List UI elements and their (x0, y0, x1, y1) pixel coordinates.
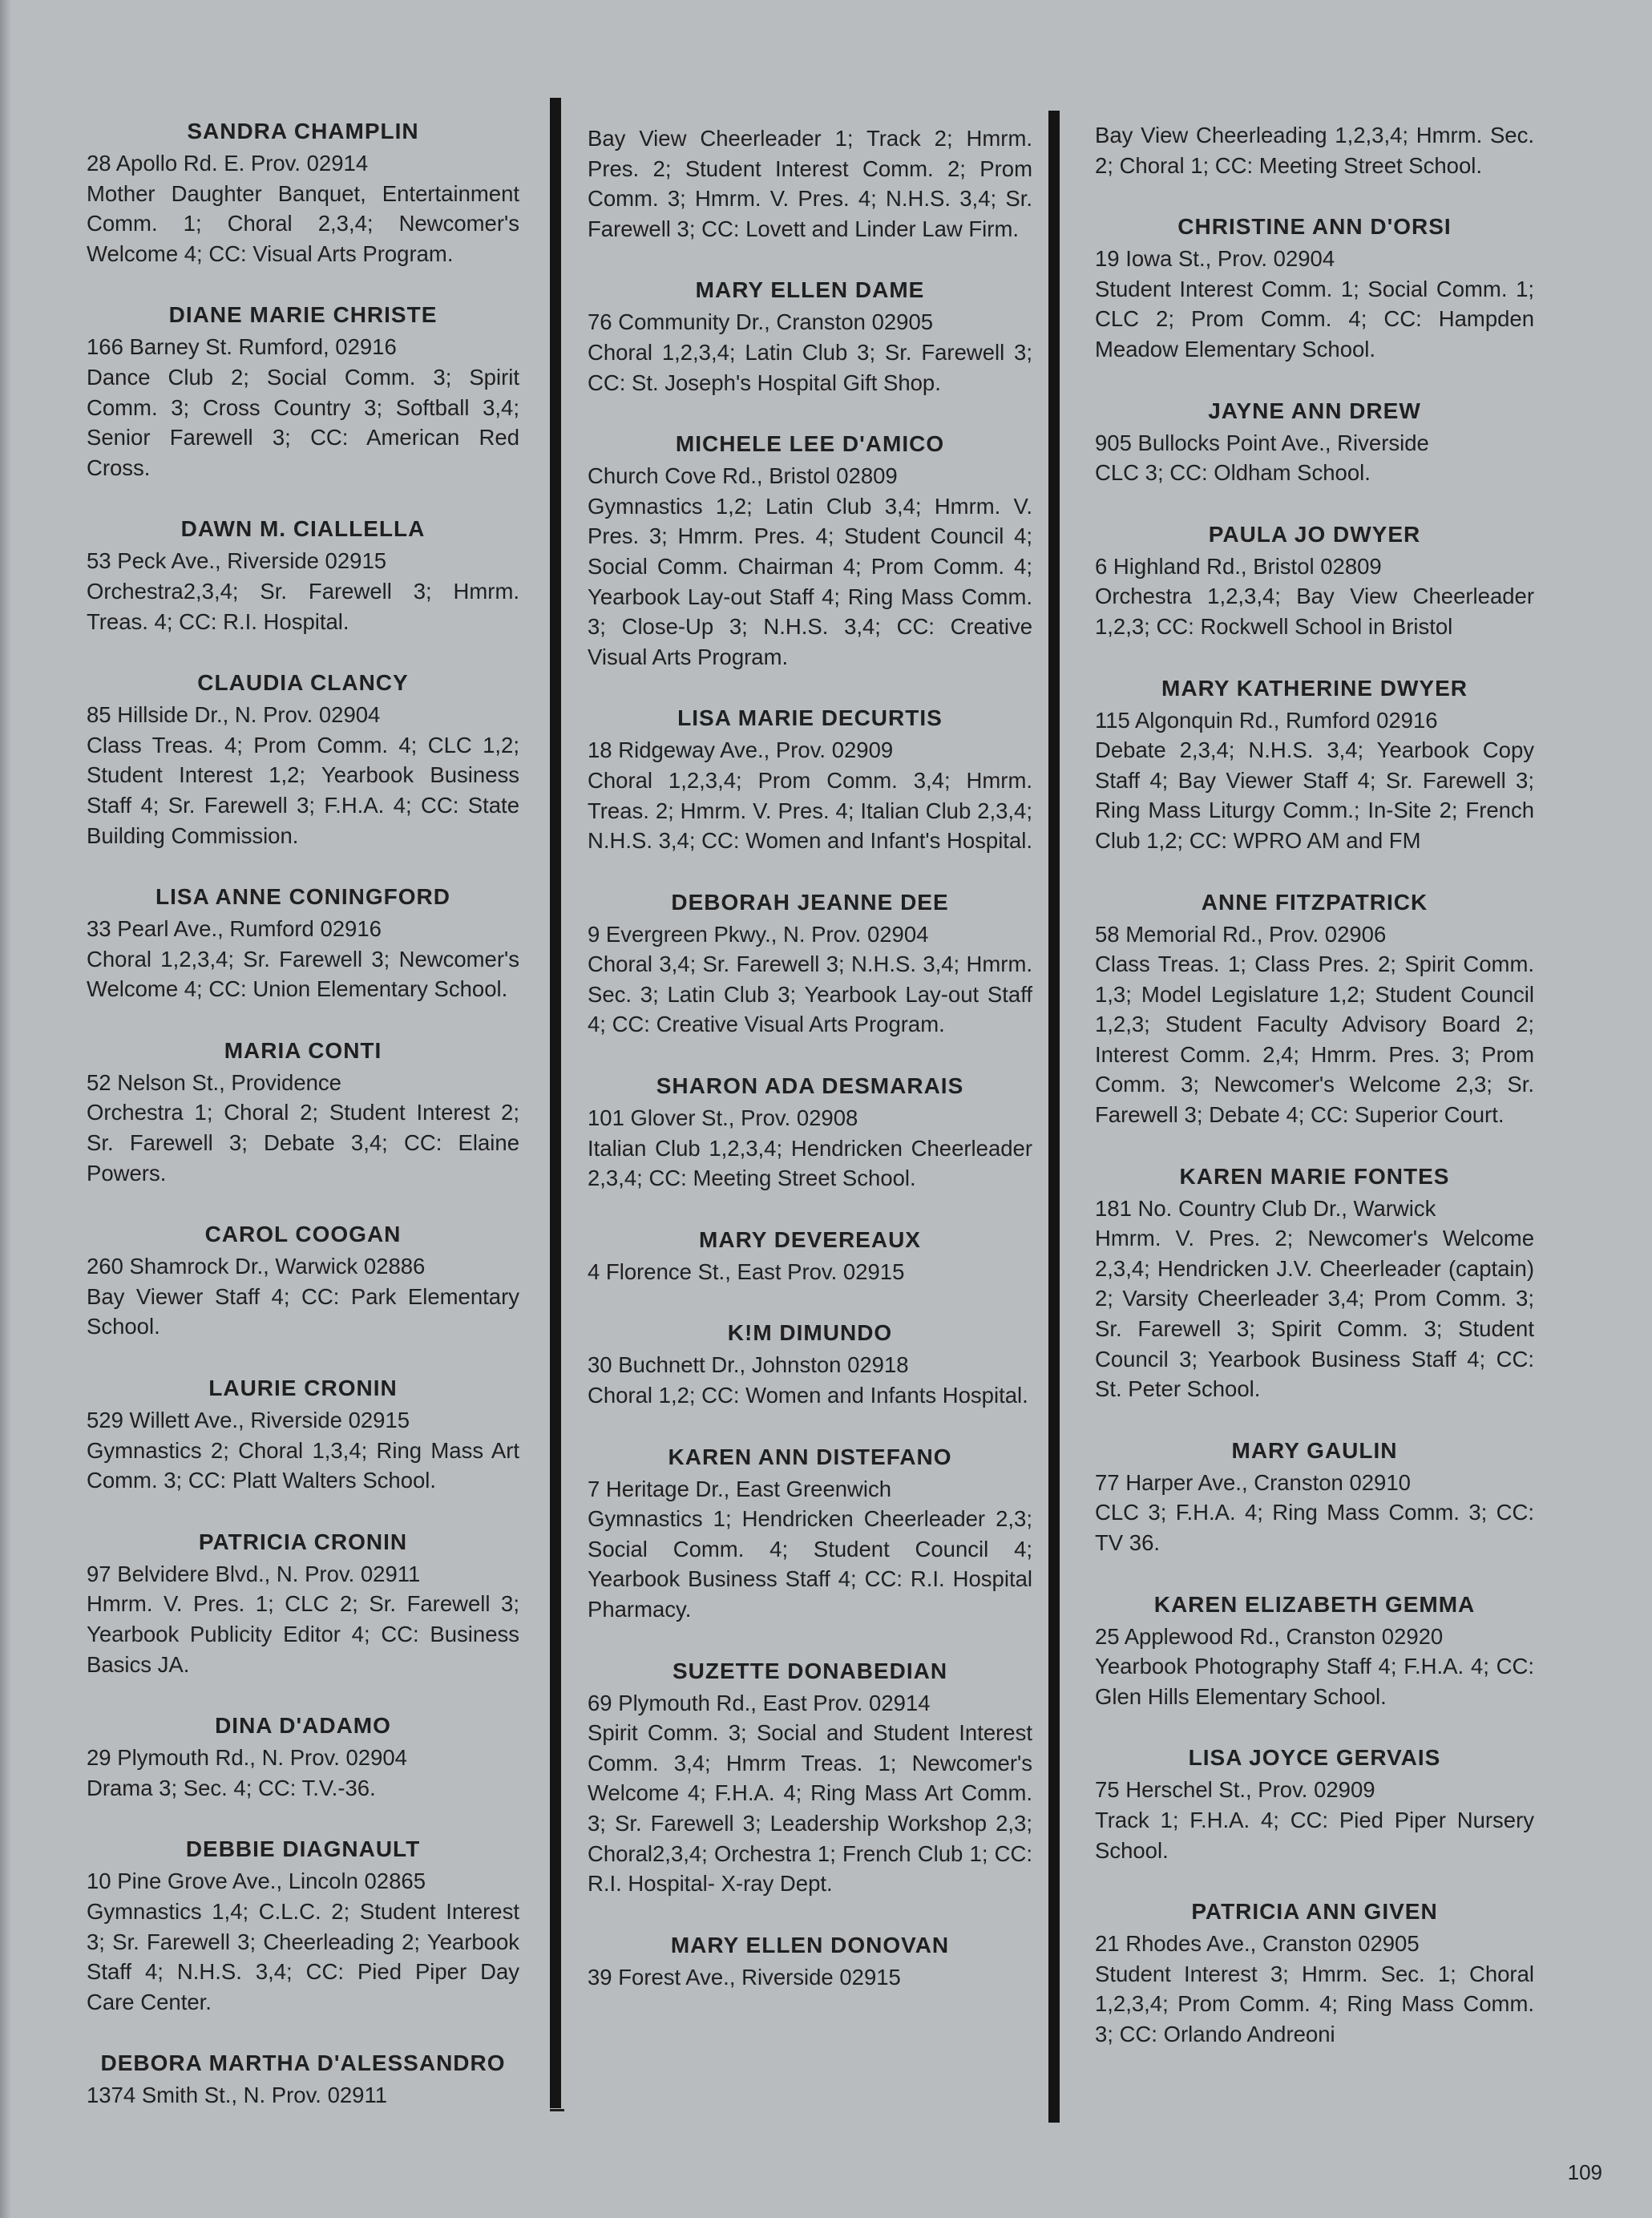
student-activities: Orchestra 1; Choral 2; Student Interest 2; Sr. Farewell 3; Debate 3,4; CC: Elaine Powers. (87, 1100, 519, 1186)
student-activities: Choral 1,2,3,4; Latin Club 3; Sr. Farewell 3; CC: St. Joseph's Hospital Gift Shop. (588, 339, 1032, 395)
senior-entry (588, 1656, 1032, 1899)
student-address: 76 Community Dr., Cranston 02905 (588, 309, 934, 335)
student-activities: Choral 1,2,3,4; Sr. Farewell 3; Newcomer's Welcome 4; CC: Union Elementary School. (87, 946, 519, 1002)
column-3 (1095, 117, 1534, 2081)
senior-entry (588, 275, 1032, 398)
student-address: 77 Harper Ave., Cranston 02910 (1095, 1469, 1411, 1495)
student-activities: Mother Daughter Banquet, Entertainment Comm. 1; Choral 2,3,4; Newcomer's Welcome 4; CC: Visual Arts Program. (87, 180, 519, 266)
senior-entry (1095, 396, 1534, 488)
student-activities: Student Interest 3; Hmrm. Sec. 1; Choral 1,2,3,4; Prom Comm. 4; Ring Mass Comm. 3; CC: Orlando Andreoni (1095, 1961, 1534, 2046)
student-activities: Italian Club 1,2,3,4; Hendricken Cheerleader 2,3,4; CC: Meeting Street School. (588, 1135, 1032, 1191)
student-activities: Hmrm. V. Pres. 1; CLC 2; Sr. Farewell 3; Yearbook Publicity Editor 4; CC: Business Basics JA. (87, 1591, 519, 1677)
student-activities: Bay View Cheerleader 1; Track 2; Hmrm. Pres. 2; Student Interest Comm. 2; Prom Comm. 3; Hmrm. V. Pres. 4; N.H.S. 3,4; Sr. Farewell 3; CC: Lovett and Linder Law Firm. (588, 126, 1032, 241)
senior-entry (1095, 519, 1534, 642)
senior-entry (87, 1527, 519, 1679)
student-name: SUZETTE DONABEDIAN (672, 1658, 948, 1683)
senior-entry (87, 2048, 519, 2111)
student-name: MARY DEVEREAUX (699, 1226, 921, 1252)
student-name: CLAUDIA CLANCY (197, 670, 409, 696)
student-activities: Dance Club 2; Social Comm. 3; Spirit Comm. 3; Cross Country 3; Softball 3,4; Senior Farewell 3; CC: American Red Cross. (87, 364, 519, 480)
senior-entry (87, 1711, 519, 1803)
senior-entry (1095, 120, 1534, 180)
student-activities: Class Treas. 1; Class Pres. 2; Spirit Comm. 1,3; Model Legislature 1,2; Student Council 1,2,3; Student Faculty Advisory Board 2; Interest Comm. 2,4; Hmrm. Pres. 3; Prom Comm. 3; Newcomer's Welcome 2,3; Sr. Farewell 3; Debate 4; CC: Superior Court. (1095, 951, 1534, 1128)
student-name: DEBBIE DIAGNAULT (185, 1836, 421, 1862)
student-address: 29 Plymouth Rd., N. Prov. 02904 (87, 1745, 407, 1771)
student-address: 1374 Smith St., N. Prov. 02911 (87, 2083, 388, 2108)
student-activities: Orchestra2,3,4; Sr. Farewell 3; Hmrm. Treas. 4; CC: R.I. Hospital. (87, 578, 519, 634)
student-address: 166 Barney St. Rumford, 02916 (87, 334, 397, 360)
student-activities: Track 1; F.H.A. 4; CC: Pied Piper Nursery School. (1095, 1807, 1534, 1863)
student-name: CHRISTINE ANN D'ORSI (1177, 214, 1452, 240)
senior-entry (588, 1442, 1032, 1625)
senior-entry (87, 668, 519, 850)
student-activities: Choral 1,2,3,4; Prom Comm. 3,4; Hmrm. Treas. 2; Hmrm. V. Pres. 4; Italian Club 2,3,4; N.H.S. 3,4; CC: Women and Infant's Hospital. (588, 767, 1032, 854)
student-address: 53 Peck Ave., Riverside 02915 (87, 548, 387, 574)
student-address: 28 Apollo Rd. E. Prov. 02914 (87, 151, 369, 176)
student-activities: Orchestra 1,2,3,4; Bay View Cheerleader 1,2,3; CC: Rockwell School in Bristol (1095, 584, 1534, 639)
student-name: K!M DIMUNDO (727, 1320, 893, 1346)
senior-entry (588, 123, 1032, 244)
student-name: KAREN ANN DISTEFANO (668, 1444, 952, 1469)
senior-entry (1095, 673, 1534, 856)
student-address: 181 No. Country Club Dr., Warwick (1095, 1195, 1436, 1221)
page-edge (0, 0, 11, 2218)
student-address: 19 Iowa St., Prov. 02904 (1095, 246, 1335, 272)
student-address: 69 Plymouth Rd., East Prov. 02914 (588, 1690, 931, 1715)
student-name: SANDRA CHAMPLIN (187, 119, 419, 143)
student-activities: Gymnastics 1; Hendricken Cheerleader 2,3; Social Comm. 4; Student Council 4; Yearbook Business Staff 4; CC: R.I. Hospital Pharmacy. (588, 1506, 1032, 1622)
student-activities: Choral 1,2; CC: Women and Infants Hospital. (588, 1383, 1028, 1408)
student-address: 7 Heritage Dr., East Greenwich (588, 1476, 892, 1501)
senior-entry (588, 1071, 1032, 1194)
student-address: 529 Willett Ave., Riverside 02915 (87, 1408, 410, 1433)
student-address: 33 Pearl Ave., Rumford 02916 (87, 916, 382, 942)
senior-entry (1095, 212, 1534, 364)
student-activities: Choral 3,4; Sr. Farewell 3; N.H.S. 3,4; Hmrm. Sec. 3; Latin Club 3; Yearbook Lay-out Staff 4; CC: Creative Visual Arts Program. (588, 951, 1032, 1037)
student-name: MARY ELLEN DAME (695, 277, 925, 303)
crop-mark (550, 2109, 564, 2111)
senior-entry (87, 1036, 519, 1188)
senior-entry (1095, 1162, 1534, 1404)
senior-entry (588, 429, 1032, 672)
student-name: JAYNE ANN DREW (1208, 398, 1421, 423)
student-name: LAURIE CRONIN (208, 1376, 398, 1401)
student-address: Church Cove Rd., Bristol 02809 (588, 463, 898, 489)
student-name: SHARON ADA DESMARAIS (656, 1073, 964, 1099)
senior-entry (588, 1930, 1032, 1993)
student-address: 58 Memorial Rd., Prov. 02906 (1095, 921, 1387, 947)
student-address: 30 Buchnett Dr., Johnston 02918 (588, 1352, 909, 1378)
student-activities: Bay Viewer Staff 4; CC: Park Elementary School. (87, 1283, 519, 1339)
student-address: 4 Florence St., East Prov. 02915 (588, 1258, 905, 1284)
student-name: LISA MARIE DECURTIS (677, 705, 943, 731)
senior-entry (588, 1318, 1032, 1410)
senior-entry (1095, 1436, 1534, 1558)
student-activities: Gymnastics 2; Choral 1,3,4; Ring Mass Art Comm. 3; CC: Platt Walters School. (87, 1437, 519, 1493)
student-name: PATRICIA CRONIN (198, 1529, 408, 1554)
student-activities: Spirit Comm. 3; Social and Student Interest Comm. 3,4; Hmrm Treas. 1; Newcomer's Welcome 4; F.H.A. 4; Ring Mass Art Comm. 3; Sr. Farewell 3; Leadership Workshop 2,3; Choral2,3,4; Orchestra 1; French Club 1; CC: R.I. Hospital- X-ray Dept. (588, 1720, 1032, 1897)
senior-entry (87, 1834, 519, 2017)
senior-entry (87, 300, 519, 483)
senior-entry (588, 887, 1032, 1040)
senior-entry (1095, 1897, 1534, 2049)
student-name: KAREN ELIZABETH GEMMA (1153, 1591, 1476, 1617)
student-activities: Bay View Cheerleading 1,2,3,4; Hmrm. Sec. 2; Choral 1; CC: Meeting Street School. (1095, 123, 1534, 178)
student-activities: Hmrm. V. Pres. 2; Newcomer's Welcome 2,3,4; Hendricken J.V. Cheerleader (captain) 2; Varsity Cheerleader 3,4; Prom Comm. 3; Sr. Farewell 3; Spirit Comm. 3; Student Council 3; Yearbook Business Staff 4; CC: St. Peter School. (1095, 1226, 1534, 1402)
student-name: DEBORAH JEANNE DEE (671, 889, 949, 915)
senior-entry (87, 1373, 519, 1496)
student-address: 75 Herschel St., Prov. 02909 (1095, 1777, 1375, 1803)
student-name: DEBORA MARTHA D'ALESSANDRO (100, 2050, 506, 2076)
student-name: MARY ELLEN DONOVAN (670, 1932, 950, 1957)
student-name: PATRICIA ANN GIVEN (1191, 1899, 1438, 1925)
senior-entry (87, 514, 519, 636)
senior-entry (87, 1219, 519, 1342)
column-1 (87, 116, 519, 2142)
student-address: 21 Rhodes Ave., Cranston 02905 (1095, 1931, 1420, 1957)
student-address: 6 Highland Rd., Bristol 02809 (1095, 553, 1382, 579)
student-address: 260 Shamrock Dr., Warwick 02886 (87, 1254, 426, 1279)
student-name: ANNE FITZPATRICK (1201, 889, 1428, 915)
student-activities: CLC 3; F.H.A. 4; Ring Mass Comm. 3; CC: TV 36. (1095, 1500, 1534, 1555)
senior-entry (1095, 887, 1534, 1130)
student-address: 52 Nelson St., Providence (87, 1069, 341, 1095)
student-activities: Gymnastics 1,4; C.L.C. 2; Student Interest 3; Sr. Farewell 3; Cheerleading 2; Yearbook Staff 4; N.H.S. 3,4; CC: Pied Piper Day Care Center. (87, 1898, 519, 2014)
student-address: 10 Pine Grove Ave., Lincoln 02865 (87, 1869, 426, 1894)
student-name: DAWN M. CIALLELLA (180, 516, 426, 542)
student-activities: Student Interest Comm. 1; Social Comm. 1; CLC 2; Prom Comm. 4; CC: Hampden Meadow Elementary School. (1095, 276, 1534, 362)
page-number: 109 (1567, 2160, 1602, 2184)
student-name: MARY GAULIN (1231, 1437, 1398, 1463)
student-address: 905 Bullocks Point Ave., Riverside (1095, 430, 1429, 455)
student-activities: Gymnastics 1,2; Latin Club 3,4; Hmrm. V. Pres. 3; Hmrm. Pres. 4; Student Council 4; Social Comm. Chairman 4; Prom Comm. 4; Yearbook Lay-out Staff 4; Ring Mass Comm. 3; Close-Up 3; N.H.S. 3,4; CC: Creative Visual Arts Program. (588, 493, 1032, 669)
senior-entry (588, 703, 1032, 855)
senior-entry (87, 116, 519, 269)
student-address: 101 Glover St., Prov. 02908 (588, 1105, 858, 1131)
student-activities: CLC 3; CC: Oldham School. (1095, 460, 1371, 486)
student-name: PAULA JO DWYER (1208, 521, 1421, 547)
student-name: DINA D'ADAMO (215, 1713, 391, 1739)
senior-entry (1095, 1743, 1534, 1865)
column-divider-2 (1048, 111, 1060, 2123)
student-activities: Class Treas. 4; Prom Comm. 4; CLC 1,2; Student Interest 1,2; Yearbook Business Staff 4; Sr. Farewell 3; F.H.A. 4; CC: State Building Commission. (87, 732, 519, 848)
student-name: MARIA CONTI (224, 1037, 382, 1063)
student-name: LISA JOYCE GERVAIS (1188, 1745, 1441, 1771)
student-name: CAROL COOGAN (204, 1222, 402, 1247)
student-name: DIANE MARIE CHRISTE (168, 302, 438, 328)
student-name: MICHELE LEE D'AMICO (675, 431, 945, 457)
student-address: 9 Evergreen Pkwy., N. Prov. 02904 (588, 921, 929, 947)
senior-entry (87, 882, 519, 1004)
student-address: 97 Belvidere Blvd., N. Prov. 02911 (87, 1561, 421, 1586)
student-address: 85 Hillside Dr., N. Prov. 02904 (87, 702, 381, 728)
student-name: KAREN MARIE FONTES (1179, 1163, 1450, 1189)
student-activities: Drama 3; Sec. 4; CC: T.V.-36. (87, 1775, 376, 1800)
student-address: 39 Forest Ave., Riverside 02915 (588, 1964, 901, 1990)
student-name: MARY KATHERINE DWYER (1161, 675, 1468, 701)
student-name: LISA ANNE CONINGFORD (156, 884, 450, 910)
student-activities: Yearbook Photography Staff 4; F.H.A. 4; CC: Glen Hills Elementary School. (1095, 1654, 1534, 1709)
senior-entry (1095, 1590, 1534, 1712)
student-address: 25 Applewood Rd., Cranston 02920 (1095, 1623, 1444, 1649)
student-activities: Debate 2,3,4; N.H.S. 3,4; Yearbook Copy Staff 4; Bay Viewer Staff 4; Sr. Farewell 3; Ring Mass Liturgy Comm.; In-Site 2; French Club 1,2; CC: WPRO AM and FM (1095, 737, 1534, 853)
student-address: 115 Algonquin Rd., Rumford 02916 (1095, 707, 1438, 733)
student-address: 18 Ridgeway Ave., Prov. 02909 (588, 737, 894, 763)
column-2 (588, 120, 1032, 2023)
senior-entry (588, 1225, 1032, 1287)
column-divider-1 (550, 98, 561, 2108)
